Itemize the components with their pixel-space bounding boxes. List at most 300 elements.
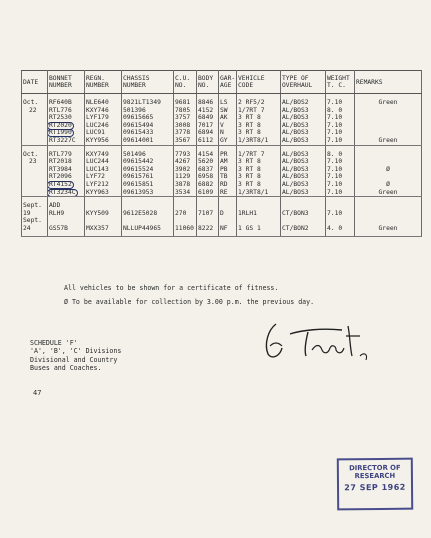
cell-line [198, 151, 217, 159]
weight-value: 7.10 [327, 165, 343, 173]
body-cell [197, 197, 219, 236]
garage-value: NF [220, 224, 228, 232]
weight-value: 7.10 [327, 114, 343, 122]
remarks-value: Ø [386, 180, 390, 188]
cell-line [238, 217, 279, 225]
regn-cell [85, 145, 122, 197]
cell-line [282, 122, 324, 130]
bonnet-cell [48, 197, 85, 236]
cell-line [238, 173, 279, 181]
cell-line [123, 217, 172, 225]
regn-value: LYF212 [86, 180, 109, 188]
cell-line [123, 181, 172, 189]
cell-line [49, 166, 83, 174]
col-header: GAR-AGE [219, 71, 237, 94]
cell-line [238, 158, 279, 166]
chassis-value: 9821LT1349 [123, 99, 161, 106]
chassis-value: 09613953 [123, 188, 154, 196]
cell-line [198, 166, 217, 174]
weight-value: 8. 0 [327, 106, 343, 114]
body-value: 6109 [198, 188, 214, 196]
chassis-value: 09615524 [123, 165, 154, 173]
code-value: 1/7RT 7 [238, 106, 265, 114]
regn-value: LYF179 [86, 114, 109, 122]
chassis-value: 09614001 [123, 136, 154, 144]
cell-line [175, 122, 195, 130]
cu-value: 3534 [175, 188, 191, 196]
weight-value: 7.10 [327, 129, 343, 137]
overhaul-schedule-table [21, 70, 422, 237]
cell-line [198, 107, 217, 115]
cell-line [123, 210, 172, 218]
cu-cell [174, 94, 197, 146]
cell-line [86, 114, 120, 122]
table-row-group [22, 145, 422, 197]
remarks-value: Ø [386, 165, 390, 173]
cell-line [49, 114, 83, 122]
overhaul-value: AL/BOS3 [282, 180, 309, 188]
cu-value: 1129 [175, 173, 191, 181]
cell-line [356, 99, 420, 107]
overhaul-value: AL/BOS3 [282, 158, 309, 166]
schedule-title: SCHEDULE 'F' [30, 339, 78, 347]
overhaul-value: AL/BOS3 [282, 150, 309, 158]
cu-value: 9681 [175, 99, 191, 106]
cell-line [86, 99, 120, 107]
chassis-value: 9612E5028 [123, 209, 158, 217]
cu-value: 11060 [175, 224, 194, 232]
cell-line [86, 217, 120, 225]
chassis-cell [122, 197, 174, 236]
regn-value: KXY746 [86, 106, 109, 114]
cell-line [175, 166, 195, 174]
remarks-value: Green [378, 99, 398, 106]
chassis-value: 501396 [123, 106, 146, 114]
cu-value: 7805 [175, 106, 191, 114]
cell-line [282, 114, 324, 122]
cell-line [49, 202, 83, 210]
weight-cell [326, 197, 355, 236]
schedule-line: Buses and Coaches. [30, 364, 102, 373]
cell-line [198, 99, 217, 107]
body-value: 6849 [198, 114, 214, 122]
bonnet-value: RT3234C [49, 188, 76, 196]
cell-line [86, 225, 120, 233]
cell-line [49, 107, 83, 115]
date-line: Sept. [23, 217, 42, 225]
chassis-value: 09615433 [123, 129, 154, 137]
weight-value: 7.10 [327, 209, 343, 217]
cell-line [282, 202, 324, 210]
col-header: CHASSIS NUMBER [122, 71, 174, 94]
remarks-value: Green [378, 136, 398, 144]
cell-line [238, 202, 279, 210]
cell-line [327, 210, 353, 218]
cell-line [327, 107, 353, 115]
body-value: 8222 [198, 224, 214, 232]
cell-line [282, 107, 324, 115]
cell-line [220, 181, 235, 189]
garage-value: RE [220, 188, 228, 196]
cell-line [327, 99, 353, 107]
regn-value: KXY749 [86, 150, 109, 158]
cell-line [327, 189, 353, 197]
code-value: 3 RT 8 [238, 165, 261, 173]
col-header: REGN. NUMBER [85, 71, 122, 94]
garage-value: SW [220, 106, 228, 114]
code-value: 1/7RT 7 [238, 150, 265, 158]
cell-line [198, 129, 217, 137]
cell-line [86, 158, 120, 166]
regn-value: LUC91 [86, 129, 105, 137]
cell-line [49, 210, 83, 218]
cell-line [327, 173, 353, 181]
overhaul-value: AL/BOS3 [282, 129, 309, 137]
cell-line [123, 129, 172, 137]
chassis-value: 09615494 [123, 121, 154, 129]
cell-line [327, 114, 353, 122]
overhaul-value: AL/BOS3 [282, 136, 309, 144]
table-row-group [22, 197, 422, 236]
regn-value: KYY963 [86, 188, 109, 196]
cell-line [356, 202, 420, 210]
cell-line [356, 158, 420, 166]
cell-line [175, 129, 195, 137]
cell-line [49, 122, 83, 130]
cell-line [327, 202, 353, 210]
cell-line [356, 217, 420, 225]
cell-line [220, 99, 235, 107]
date-line: 22 [29, 106, 37, 114]
body-value: 6112 [198, 136, 214, 144]
cell-line [175, 158, 195, 166]
cu-value: 3902 [175, 165, 191, 173]
cell-line [198, 189, 217, 197]
regn-value: LUC143 [86, 165, 109, 173]
body-value: 4154 [198, 150, 214, 158]
cell-line [356, 137, 420, 145]
code-value: 3 RT 8 [238, 129, 261, 137]
cell-line [356, 122, 420, 130]
cell-line [327, 151, 353, 159]
code-value: 1/3RT8/1 [238, 188, 269, 196]
bonnet-value: RT2096 [49, 173, 72, 181]
cell-line [327, 122, 353, 130]
cell-line [220, 225, 235, 233]
cell-line [220, 202, 235, 210]
overhaul-value: AL/BOS2 [282, 99, 309, 106]
code-value: 3 RT 8 [238, 173, 261, 181]
bonnet-value: RF640B [49, 99, 72, 106]
cell-line [123, 99, 172, 107]
garage-value: D [220, 209, 224, 217]
cell-line [123, 107, 172, 115]
weight-value: 7.10 [327, 136, 343, 144]
code-value: 3 RT 8 [238, 114, 261, 122]
regn-cell [85, 197, 122, 236]
cu-value: 4267 [175, 158, 191, 166]
regn-value: KYY956 [86, 136, 109, 144]
body-value: 6958 [198, 173, 214, 181]
overhaul-value: AL/BOS3 [282, 165, 309, 173]
cell-line [49, 173, 83, 181]
garage-value: PB [220, 165, 228, 173]
cell-line [282, 151, 324, 159]
cell-line [175, 99, 195, 107]
collection-note: Ø To be available for collection by 3.00 p.m. the previous day. [64, 298, 315, 306]
col-header: DATE [22, 71, 48, 94]
body-value: 7107 [198, 209, 214, 217]
weight-value: 7.10 [327, 180, 343, 188]
bonnet-value: RT4152 [49, 180, 72, 188]
cell-line [356, 114, 420, 122]
cell-line [238, 137, 279, 145]
cell-line [282, 225, 324, 233]
weight-value: 8. 0 [327, 150, 343, 158]
handwritten-signature [256, 316, 386, 366]
cell-line [175, 181, 195, 189]
chassis-value: 09615851 [123, 180, 154, 188]
regn-cell [85, 94, 122, 146]
cell-line [238, 107, 279, 115]
garage-value: RD [220, 180, 228, 188]
cell-line [49, 137, 83, 145]
cell-line [123, 122, 172, 130]
cell-line [238, 181, 279, 189]
weight-value: 7.10 [327, 158, 343, 166]
cell-line [86, 129, 120, 137]
cell-line [356, 151, 420, 159]
cell-line [220, 189, 235, 197]
cu-value: 3778 [175, 129, 191, 137]
cell-line [86, 173, 120, 181]
chassis-value: 09615761 [123, 173, 154, 181]
cell-line [220, 151, 235, 159]
cell-line [282, 189, 324, 197]
garage-value: LS [220, 99, 228, 106]
schedule-line: Divisional and Country [30, 355, 118, 364]
garage-value: GY [220, 136, 228, 144]
weight-value: 7.10 [327, 188, 343, 196]
cell-line [49, 181, 83, 189]
cell-line [123, 189, 172, 197]
col-header: C.U. NO. [174, 71, 197, 94]
bonnet-value: RT3984 [49, 165, 72, 173]
bonnet-cell [48, 145, 85, 197]
overhaul-cell [281, 145, 326, 197]
date-line: Sept. [23, 202, 42, 210]
cell-line [175, 210, 195, 218]
overhaul-value: AL/BOS3 [282, 188, 309, 196]
body-value: 6894 [198, 129, 214, 137]
remarks-cell [355, 197, 422, 236]
cell-line [49, 151, 83, 159]
cell-line [220, 166, 235, 174]
bonnet-value: RT2018 [49, 158, 72, 166]
cell-line [198, 225, 217, 233]
code-cell [237, 145, 281, 197]
garage-value: PR [220, 150, 228, 158]
weight-value: 7.10 [327, 99, 343, 106]
table-row-group [22, 94, 422, 146]
date-line: 24 [23, 224, 31, 232]
date-line: 19 [23, 209, 31, 217]
cell-line [49, 225, 83, 233]
chassis-value: 09615442 [123, 158, 154, 166]
cell-line [86, 181, 120, 189]
date-line: Oct. [23, 99, 39, 106]
cu-value: 3878 [175, 180, 191, 188]
cell-line [86, 202, 120, 210]
cell-line [282, 166, 324, 174]
schedule-caption [30, 339, 121, 373]
body-value: 7017 [198, 121, 214, 129]
cell-line [175, 202, 195, 210]
cell-line [238, 122, 279, 130]
cell-line [282, 217, 324, 225]
garage-value: V [220, 121, 224, 129]
cell-line [238, 166, 279, 174]
cell-line [220, 114, 235, 122]
bonnet-value: ADD [49, 202, 61, 210]
cell-line [220, 137, 235, 145]
cell-line [86, 210, 120, 218]
cell-line [220, 158, 235, 166]
cell-line [198, 202, 217, 210]
cell-line [282, 210, 324, 218]
overhaul-value: AL/BOS3 [282, 106, 309, 114]
bonnet-value: RLH9 [49, 209, 65, 217]
cell-line [238, 114, 279, 122]
cell-line [123, 173, 172, 181]
bonnet-value: RT3227C [49, 136, 76, 144]
col-header: REMARKS [355, 71, 422, 94]
cell-line [356, 225, 420, 233]
stamp-line: DIRECTOR OF [349, 463, 401, 473]
cell-line [175, 151, 195, 159]
cell-line [123, 151, 172, 159]
cell-line [198, 181, 217, 189]
body-value: 8846 [198, 99, 214, 106]
weight-cell [326, 145, 355, 197]
bonnet-value: RTL776 [49, 106, 72, 114]
bonnet-value: GS57B [49, 224, 68, 232]
weight-value: 4. 0 [327, 224, 343, 232]
cell-line [49, 129, 83, 137]
cell-line [123, 137, 172, 145]
garage-cell [219, 145, 237, 197]
cell-line [327, 129, 353, 137]
cell-line [356, 181, 420, 189]
cell-line [123, 202, 172, 210]
cell-line [198, 173, 217, 181]
cell-line [327, 225, 353, 233]
date-cell [22, 94, 48, 146]
cell-line [49, 217, 83, 225]
col-header: VEHICLE CODE [237, 71, 281, 94]
body-cell [197, 94, 219, 146]
cell-line [356, 210, 420, 218]
cell-line [175, 189, 195, 197]
cell-line [220, 122, 235, 130]
cu-value: 7793 [175, 150, 191, 158]
regn-value: KYY509 [86, 209, 109, 217]
cell-line [86, 137, 120, 145]
cell-line [123, 158, 172, 166]
overhaul-value: AL/BOS3 [282, 173, 309, 181]
cell-line [220, 129, 235, 137]
cell-line [86, 151, 120, 159]
chassis-value: 09615665 [123, 114, 154, 122]
cell-line [198, 137, 217, 145]
cell-line [198, 217, 217, 225]
chassis-cell [122, 94, 174, 146]
garage-value: N [220, 129, 224, 137]
cu-value: 3008 [175, 121, 191, 129]
remarks-cell [355, 94, 422, 146]
director-of-research-stamp [337, 458, 413, 511]
overhaul-value: CT/BON3 [282, 209, 309, 217]
cell-line [175, 114, 195, 122]
stamp-line: RESEARCH [354, 471, 396, 481]
cell-line [198, 210, 217, 218]
col-header: WEIGHT T. C. [326, 71, 355, 94]
table-header-row [22, 71, 422, 94]
body-value: 6837 [198, 165, 214, 173]
date-line: Oct. [23, 150, 39, 158]
body-value: 6882 [198, 180, 214, 188]
chassis-value: 501496 [123, 150, 146, 158]
remarks-cell [355, 145, 422, 197]
remarks-value: Green [378, 188, 398, 196]
code-value: 3 RT 8 [238, 180, 261, 188]
date-line: 23 [29, 158, 37, 166]
cell-line [238, 189, 279, 197]
chassis-cell [122, 145, 174, 197]
body-cell [197, 145, 219, 197]
code-value: 1RLH1 [238, 209, 257, 217]
cu-value: 3757 [175, 114, 191, 122]
cell-line [238, 225, 279, 233]
body-value: 4152 [198, 106, 214, 114]
code-value: 3 RT 8 [238, 158, 261, 166]
cell-line [175, 217, 195, 225]
cell-line [123, 225, 172, 233]
cell-line [220, 107, 235, 115]
date-cell [22, 145, 48, 197]
weight-value: 7.10 [327, 121, 343, 129]
bonnet-cell [48, 94, 85, 146]
cell-line [356, 166, 420, 174]
cell-line [175, 173, 195, 181]
col-header: BODY NO. [197, 71, 219, 94]
bonnet-value: RT2020 [49, 121, 72, 129]
cell-line [356, 129, 420, 137]
stamp-date: 27 SEP 1962 [344, 482, 406, 493]
garage-cell [219, 94, 237, 146]
cell-line [282, 129, 324, 137]
schedule-line: 'A', 'B', 'C' Divisions [30, 347, 122, 356]
garage-value: AM [220, 158, 228, 166]
code-value: 1/3RT8/1 [238, 136, 269, 144]
cell-line [86, 166, 120, 174]
weight-cell [326, 94, 355, 146]
body-value: 5620 [198, 158, 214, 166]
cu-cell [174, 197, 197, 236]
bonnet-value: RT1990 [49, 129, 72, 137]
remarks-value: Green [378, 224, 398, 232]
cell-line [238, 99, 279, 107]
